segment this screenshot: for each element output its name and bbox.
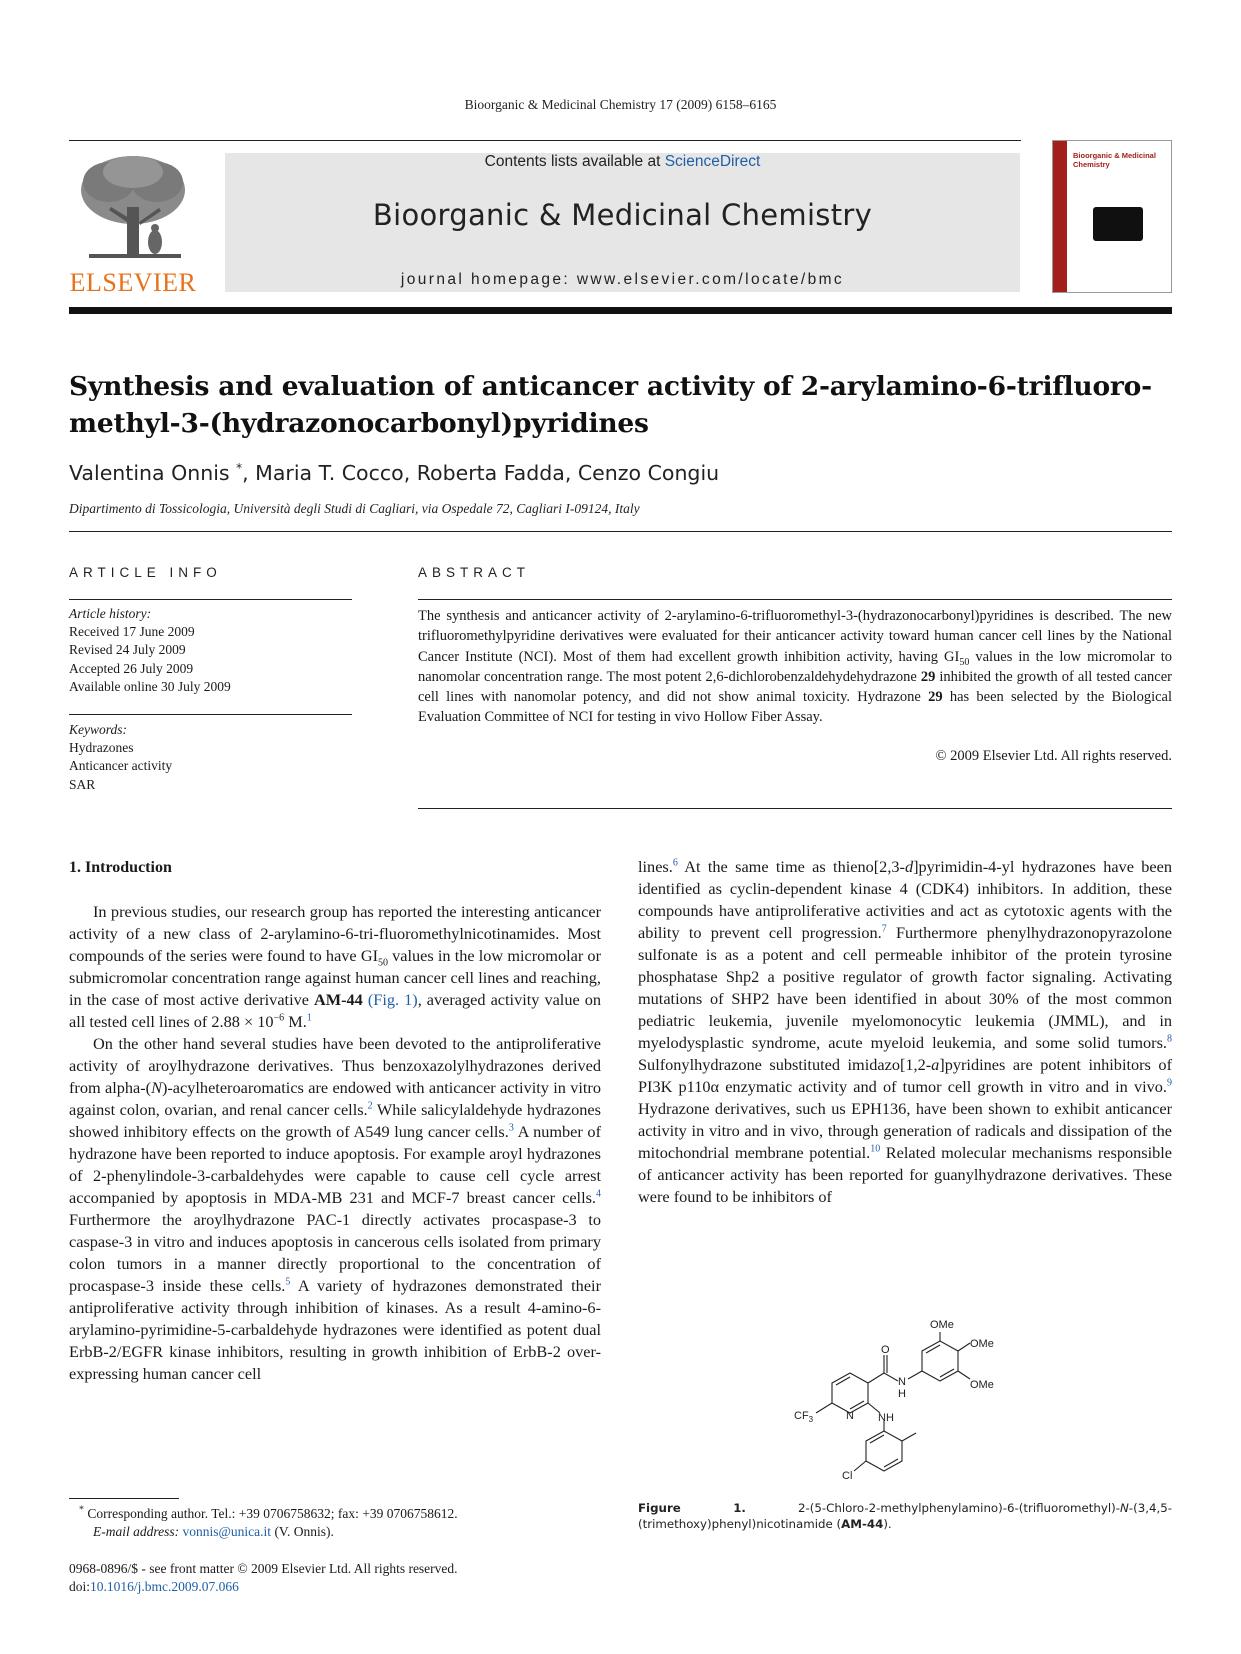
ref-link[interactable]: 1 [306,1012,312,1024]
ref-link[interactable]: 8 [1167,1033,1172,1045]
label-pyridine-n: N [846,1410,854,1422]
ref-link[interactable]: 9 [1167,1077,1172,1089]
keyword-item: Hydrazones [69,740,134,756]
label-nh: NH [878,1412,894,1424]
footnote: * Corresponding author. Tel.: +39 0706758632; fax: +39 0706758612. E-mail address: vonnis@unica.it (V. Onnis). [79,1504,458,1540]
figure-1-structure [790,1295,1030,1480]
label-ome: OMe [970,1379,994,1391]
abstract-text: The synthesis and anticancer activity of 2-arylamino-6-trifluoromethyl-3-(hydrazonocarbonyl)pyridines is described. The new trifluoromethylpyridine derivatives were evaluated for their anticancer activity toward human cancer cell lines by the National Cancer Institute (NCI). Most of them had excellent growth inhibition activity, having $GI_{50}$ values in the low micromolar to nanomolar concentration range. The most potent 2,6-dichlorobenzaldehydehydrazone 29 inhibited the growth of all tested cancer cell lines with nanomolar potency, and did not show animal toxicity. Hydrazone 29 has been selected by the Biological Evaluation Committee of NCI for testing in vivo Hollow Fiber Assay. [418,608,1173,726]
history-online: Available online 30 July 2009 [69,678,231,694]
header-rule [69,140,1021,141]
figure-label: Figure 1. [638,1501,746,1515]
intro-paragraph-1: In previous studies, our research group has reported the interesting anticancer activity of a new class of 2-arylamino-6-tri-fluoromethylnicotinamides. Most compounds of the series were found to have $GI_{50}$ values in the low micromolar or submicromolar concentration range against human cancer cell lines and reaching, in the case of most active derivative AM-44 (Fig. 1), averaged activity value on all tested cell lines of $2.88 \times 10^{-6}$ M.$^1$ [69,902,602,1031]
sciencedirect-link[interactable]: ScienceDirect [664,153,761,170]
email-label: E-mail address: [93,1524,180,1540]
author-first[interactable]: Valentina Onnis [69,461,230,485]
intro-paragraph-2: On the other hand several studies have been devoted to the antiproliferative activity of aroylhydrazone derivatives. Thus benzoxazolylhydrazones derived from alpha-(N)-acylheteroaromatics are endowed with anticancer activity in vitro against colon, ovarian, and renal cancer cells.$^2$ While salicylaldehyde hydrazones showed inhibitory effects on the growth of A549 lung cancer cells.$^3$ A number of hydrazone have been reported to induce apoptosis. For example aroyl hydrazones of 2-phenylindole-3-carbaldehydes were capable to cause cell cycle arrest accompanied by apoptosis in MDA-MB 231 and MCF-7 breast cancer cells.$^4$ Furthermore the aroylhydrazone PAC-1 directly activates procaspase-3 to caspase-3 in vitro and induces apoptosis in cancerous cells isolated from primary colon tumors in a manner directly proportional to the concentration of procaspase-3 inside these cells.$^5$ A variety of hydrazones demonstrated their antiproliferative activity through inhibition of kinases. As a result 4-amino-6-arylamino-pyrimidine-5-carbaldehyde hydrazones were identified as potent dual ErbB-2/EGFR kinase inhibitors, resulting in growth inhibition of ErbB-2 over-expressing human cancer cell [69,1034,601,1383]
abstract-rule [418,599,1172,600]
article-info-heading: ARTICLE INFO [69,565,222,580]
intro-paragraph-continued: lines.$^6$ At the same time as thieno[2,3-d]pyrimidin-4-yl hydrazones have been identified as cyclin-dependent kinase 4 (CDK4) inhibitors. In addition, these compounds have antiproliferative activities and act as cytotoxic agents with the ability to prevent cell progression.$^7$ Furthermore phenylhydrazonopyrazolone sulfonate is as a potent and cell permeable inhibitor of the protein tyrosine phosphatase Shp2 a positive regulator of growth factor signaling. Activating mutations of SHP2 have been identified in about 30% of the most common pediatric leukemia, juvenile myelomonocytic leukemia (JMML), and in myelodysplastic syndrome, acute myeloid leukemia, and some solid tumors.$^8$ Sulfonylhydrazone substituted imidazo[1,2-a]pyridines are potent inhibitors of PI3K p110α enzymatic activity and of tumor cell growth in vitro and in vivo.$^9$ Hydrazone derivatives, such us EPH136, have been shown to exhibit anticancer activity in vitro and in vivo, through generation of radicals and dissipation of the mitochondrial membrane potential.$^{10}$ Related molecular mechanisms responsible of anticancer activity has been reported for guanylhydrazone derivatives. These were found to be inhibitors of [638,857,1173,1206]
contents-prefix: Contents lists available at [484,153,665,170]
keyword-item: SAR [69,776,96,792]
history-accepted: Accepted 26 July 2009 [69,660,194,676]
contents-line [225,153,1020,171]
ref-link[interactable]: 2 [367,1100,373,1112]
figure-1-link[interactable]: (Fig. 1) [367,990,418,1009]
cover-title: Bioorganic & Medicinal Chemistry [1073,151,1156,169]
history-label: Article history: [69,606,152,621]
cover-spine [1053,141,1067,293]
abstract-heading: ABSTRACT [418,565,531,580]
footnote-rule [69,1498,179,1499]
body-column-left [69,901,601,1385]
ref-link[interactable]: 3 [508,1122,514,1134]
cover-image-icon [1093,207,1143,241]
label-cl: Cl [842,1470,853,1480]
ref-link[interactable]: 10 [870,1143,881,1155]
journal-homepage[interactable]: journal homepage: www.elsevier.com/locate/bmc [400,271,845,288]
keywords-rule [69,714,352,715]
label-amide-n: N [898,1376,906,1388]
journal-banner [225,153,1020,292]
publisher-logo-text: ELSEVIER [69,268,197,297]
keywords-label: Keywords: [69,722,127,737]
keyword-item: Anticancer activity [69,758,173,774]
label-ome: OMe [930,1319,954,1331]
ref-link[interactable]: 6 [672,857,678,869]
footnote-mark: * [79,1504,84,1516]
ref-link[interactable]: 5 [285,1276,291,1288]
corresponding-author: Corresponding author. Tel.: +39 0706758632; fax: +39 0706758612. [84,1506,458,1521]
abstract-bottom-rule [418,808,1172,809]
doi-link[interactable]: 10.1016/j.bmc.2009.07.066 [90,1579,239,1595]
journal-cover[interactable] [1052,140,1172,293]
abstract-copyright: © 2009 Elsevier Ltd. All rights reserved. [935,748,1172,764]
article-history [69,605,352,696]
corresponding-mark[interactable]: * [236,461,243,476]
label-ome: OMe [970,1338,994,1350]
title-line-1: Synthesis and evaluation of anticancer activity of 2-arylamino-6-trifluoro- [69,371,1152,402]
introduction-heading: 1. Introduction [69,859,172,876]
email-link[interactable]: vonnis@unica.it [182,1524,272,1540]
history-received: Received 17 June 2009 [69,624,195,640]
issn-line: 0968-0896/$ - see front matter © 2009 Elsevier Ltd. All rights reserved. [69,1561,458,1576]
ref-link[interactable]: 4 [596,1188,601,1200]
article-title [69,368,1169,442]
article-info-rule [69,599,352,600]
label-cf: $CF_3$ [794,1410,814,1424]
affiliation: Dipartimento di Tossicologia, Università degli Studi di Cagliari, via Ospedale 72, Cagliari I-09124, Italy [69,501,640,516]
header-thick-rule [69,307,1172,314]
front-matter: 0968-0896/$ - see front matter © 2009 Elsevier Ltd. All rights reserved. doi:10.1016/j.bmc.2009.07.066 [69,1560,609,1596]
elsevier-logo[interactable] [69,152,197,295]
label-o: O [881,1344,890,1356]
journal-title: Bioorganic & Medicinal Chemistry [372,198,873,232]
title-line-2: methyl-3-(hydrazonocarbonyl)pyridines [69,408,649,439]
author-list [69,461,1169,485]
body-column-right [638,856,1172,1208]
ref-link[interactable]: 7 [881,923,887,935]
affiliation-rule [69,531,1172,532]
label-amide-h: H [898,1388,906,1400]
history-revised: Revised 24 July 2009 [69,642,186,658]
keywords [69,721,352,794]
authors-rest: , Maria T. Cocco, Roberta Fadda, Cenzo Congiu [242,461,720,485]
figure-1-caption: Figure 1. 2-(5-Chloro-2-methylphenylamino)-6-(trifluoromethyl)-N-(3,4,5-(trimethoxy)phenyl)nicotinamide (AM-44). [638,1501,1172,1532]
journal-citation: Bioorganic & Medicinal Chemistry 17 (2009) 6158–6165 [464,97,777,112]
elsevier-tree-icon [69,152,197,267]
